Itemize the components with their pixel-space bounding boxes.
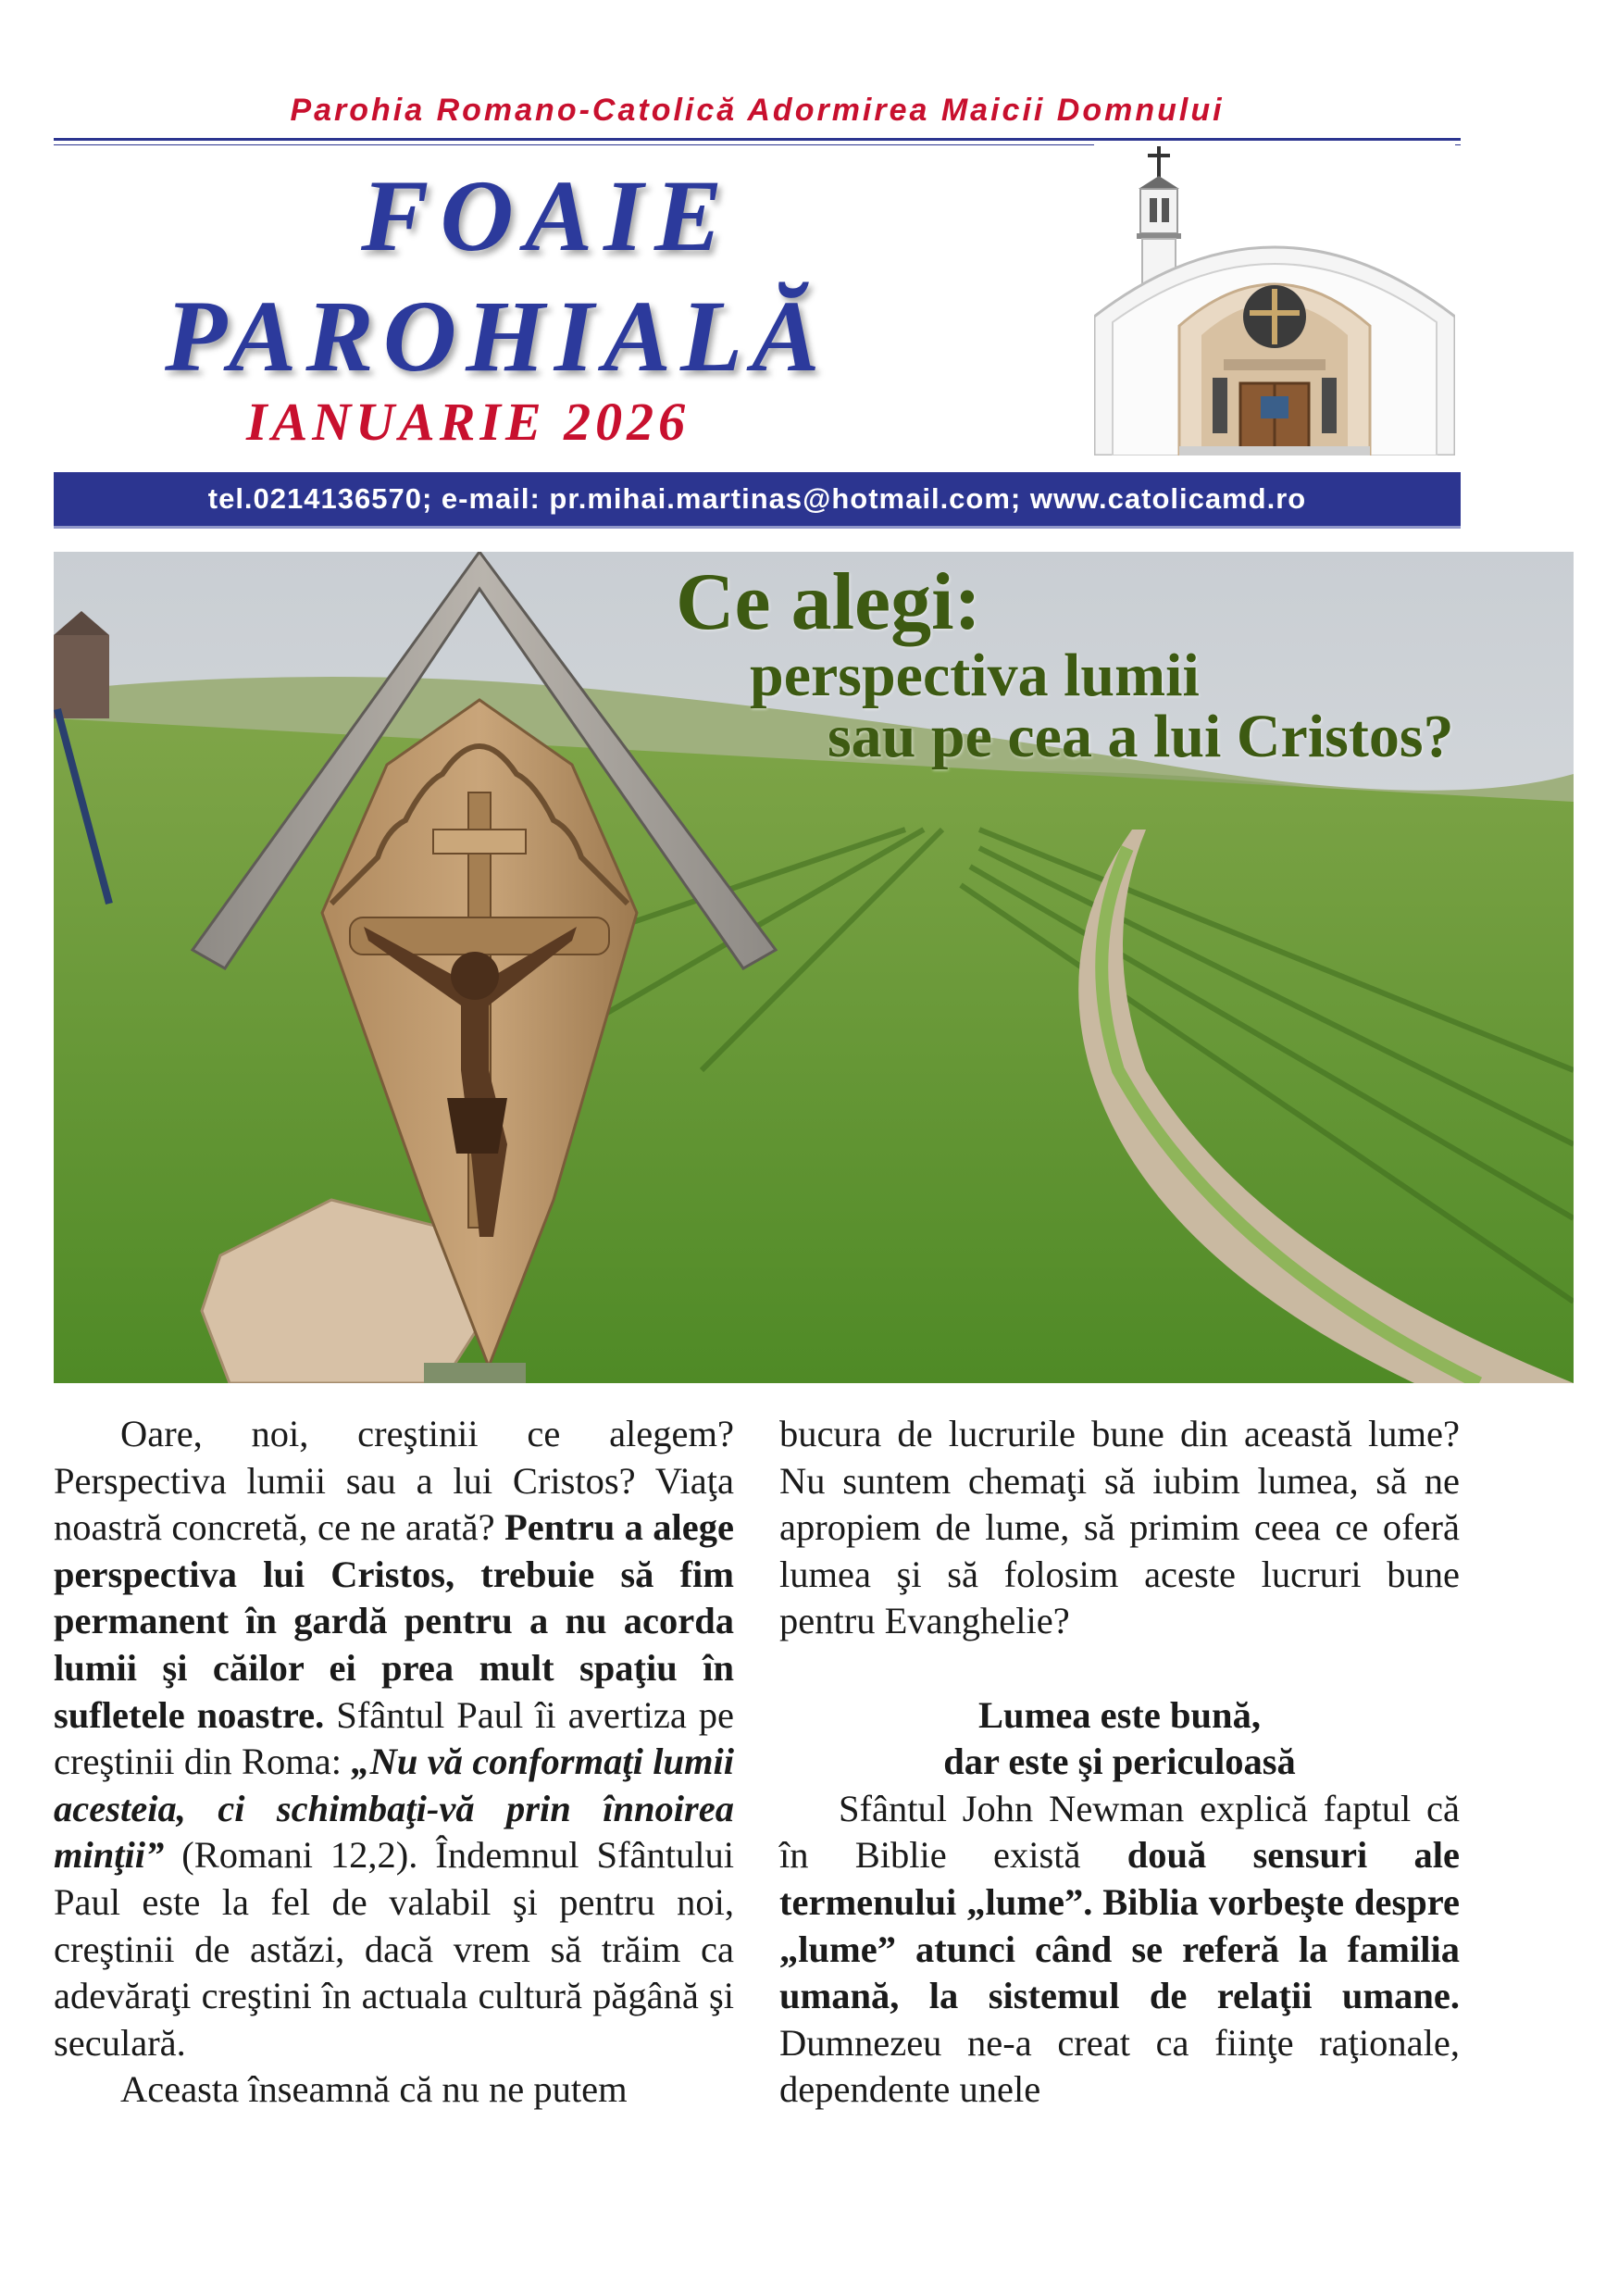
hero-title-line3: sau pe cea a lui Cristos? <box>828 703 1454 770</box>
article-text: Oare, noi, creştinii ce alegem? Perspectiva lumii sau a lui Cristos? Viaţa noastră concretă, ce ne arată? <box>54 1413 734 1549</box>
article-emphasis: Pentru a alege perspectiva lui Cristos, trebuie să fim permanent în gardă pentru a nu acorda lumii şi căilor ei prea mult spaţiu în sufletele noastre. <box>54 1506 734 1736</box>
subheading-line2: dar este şi periculoasă <box>943 1741 1296 1783</box>
article-paragraph <box>779 1786 1460 2114</box>
article-emphasis: două sensuri ale termenului „lume”. Biblia vorbeşte despre „lume” atunci când se referă la familia umană, la sistemul de relaţii umane. <box>779 1834 1460 2017</box>
article-column-left <box>54 1411 734 2114</box>
article-paragraph: Aceasta înseamnă că nu ne putem <box>120 2068 628 2111</box>
article-paragraph: bucura de lucrurile bune din această lume? Nu suntem chemaţi să iubim lumea, să ne apropiem de lume, să primim ceea ce oferă lumea şi să folosim aceste lucruri bune pentru Evanghelie? <box>779 1413 1460 1642</box>
paragraph-gap <box>779 1645 1460 1692</box>
masthead-title-line2: PAROHIALĂ <box>165 280 829 393</box>
subheading-line1: Lumea este bună, <box>978 1693 1261 1736</box>
church-photo <box>1094 141 1455 455</box>
scripture-quote: „Nu vă conformaţi lumii acesteia, ci schimbaţi-vă prin înnoirea minţii” <box>54 1741 734 1877</box>
masthead-title-line1: FOAIE <box>361 159 734 272</box>
article-text: Sfântul John Newman explică faptul că în Biblie există <box>779 1787 1460 1877</box>
wayside-crucifix-photo <box>54 552 1574 1383</box>
article-text: Sfântul Paul îi avertiza pe creştinii din Roma: <box>54 1693 734 1783</box>
article-column-right <box>779 1411 1460 2114</box>
hero-title-line1: Ce alegi: <box>676 557 981 647</box>
article-text: Dumnezeu ne-a creat ca fiinţe raţionale, dependente unele <box>779 2021 1460 2111</box>
article-text: (Romani 12,2). Îndemnul Sfântului Paul este la fel de valabil şi pentru noi, creştinii de astăzi, dacă vrem să trăim ca adevăraţi creştini în actuala cultură păgână şi seculară. <box>54 1834 734 2064</box>
contact-info: tel.0214136570; e-mail: pr.mihai.martinas@hotmail.com; www.catolicamd.ro <box>207 482 1307 515</box>
contact-bar <box>54 472 1461 526</box>
hero-title-line2: perspectiva lumii <box>750 642 1200 709</box>
issue-date: IANUARIE 2026 <box>246 392 691 452</box>
article-paragraph <box>54 1411 734 2066</box>
parish-name: Parohia Romano-Catolică Adormirea Maicii Domnului <box>290 93 1225 128</box>
